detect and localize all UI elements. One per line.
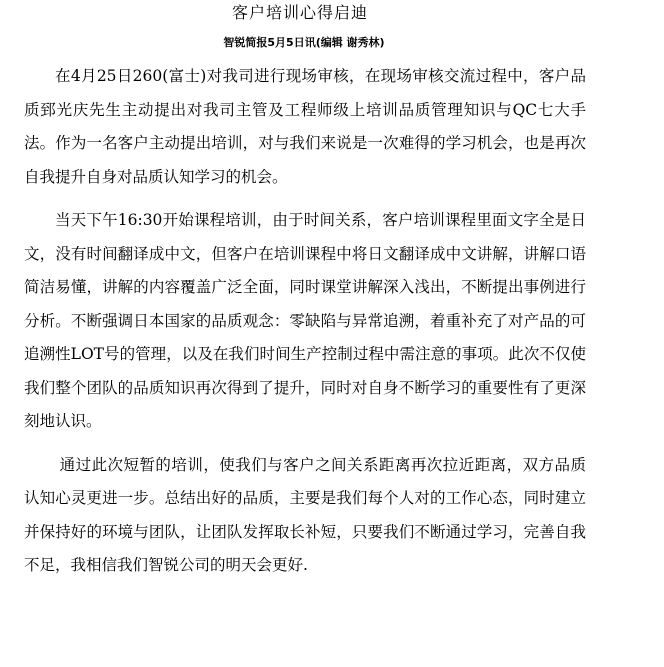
paragraph-training-session: 当天下午16:30开始课程培训，由于时间关系，客户培训课程里面文字全是日文，没有时间翻译成中文，但客户在培训课程中将日文翻译成中文讲解，讲解口语简洁易懂，讲解的内容覆盖广泛全面，同时课堂讲解深入浅出，不断提出事例进行分析。不断强调日本国家的品质观念：零缺陷与异常追溯，着重补充了对产品的可追溯性LOT号的管理，以及在我们时间生产控制过程中需注意的事项。此次不仅使我们整个团队的品质知识再次得到了提升，同时对自身不断学习的重要性有了更深刻地认识。 xyxy=(24,211,586,430)
paragraph-audit-intro: 在4月25日260(富士)对我司进行现场审核，在现场审核交流过程中，客户品质郅光庆先生主动提出对我司主管及工程师级上培训品质管理知识与QC七大手法。作为一名客户主动提出培训，对与我们来说是一次难得的学习机会，也是再次自我提升自身对品质认知学习的机会。 xyxy=(24,67,586,186)
document-body xyxy=(24,60,586,583)
document-title: 客户培训心得启迪 xyxy=(231,3,368,22)
paragraph-conclusion: 通过此次短暂的培训，使我们与客户之间关系距离再次拉近距离，双方品质认知心灵更进一步。总结出好的品质，主要是我们每个人对的工作心态，同时建立并保持好的环境与团队，让团队发挥取长补短，只要我们不断通过学习，完善自我不足，我相信我们智锐公司的明天会更好. xyxy=(24,455,586,574)
document-byline: 智锐简报5月5日讯(编辑 谢秀林) xyxy=(223,36,385,49)
